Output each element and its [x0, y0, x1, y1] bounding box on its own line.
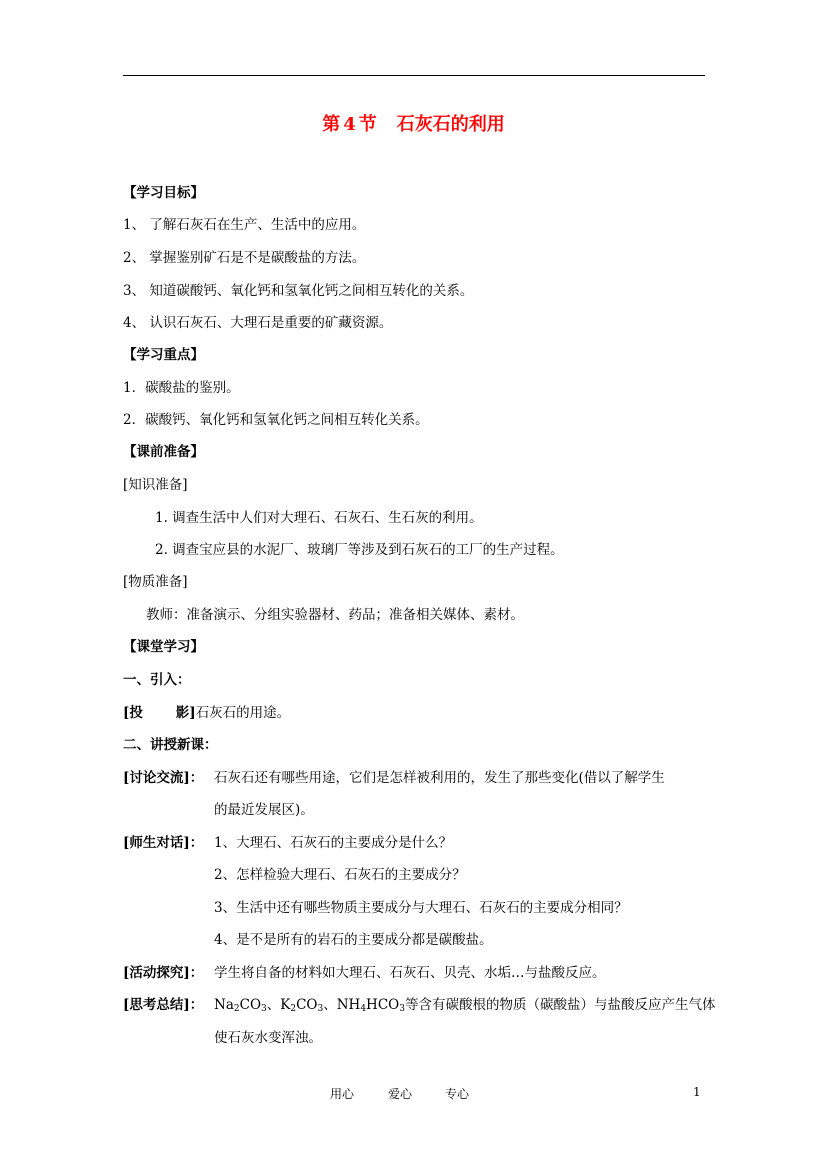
new-lesson-heading: 二、讲授新课： [123, 737, 218, 753]
projection-line [123, 704, 290, 722]
heading-focus: 【学习重点】 [123, 347, 204, 363]
dialog-item-1: 1、大理石、石灰石的主要成分是什么？ [214, 835, 453, 851]
dialog-item-3: 3、生活中还有哪些物质主要成分与大理石、石灰石的主要成分相同？ [214, 900, 628, 916]
dialog-item-2: 2、怎样检验大理石、石灰石的主要成分？ [214, 867, 466, 883]
title-prefix: 第 [322, 114, 341, 135]
goal-item-1: 1、 了解石灰石在生产、生活中的应用。 [123, 217, 366, 233]
knowledge-prep-label: [知识准备] [123, 477, 188, 493]
title-number: 4 [343, 114, 356, 135]
summary-line-1 [214, 996, 715, 1018]
page-number: 1 [693, 1085, 701, 1099]
projection-text: 石灰石的用途。 [195, 705, 291, 721]
summary-line-2: 使石灰水变浑浊。 [214, 1030, 322, 1046]
formula-nh4hco3: $NH_4HCO_3$ [336, 997, 405, 1014]
focus-item-2: 2．碳酸钙、氧化钙和氢氧化钙之间相互转化关系。 [123, 412, 429, 428]
goal-item-2: 2、 掌握鉴别矿石是不是碳酸盐的方法。 [123, 250, 366, 266]
discuss-line-1: 石灰石还有哪些用途，它们是怎样被利用的，发生了那些变化(借以了解学生 [214, 770, 665, 786]
separator: 、 [323, 997, 337, 1013]
focus-item-1: 1．碳酸盐的鉴别。 [123, 380, 240, 396]
heading-prep: 【课前准备】 [123, 444, 204, 460]
separator: 、 [266, 997, 281, 1013]
header-rule [123, 75, 705, 76]
projection-label: [投 影] [123, 705, 196, 721]
summary-label: [思考总结]： [123, 997, 204, 1013]
material-prep-label: [物质准备] [123, 574, 188, 590]
title-section: 节 [358, 114, 377, 135]
page-title [0, 110, 827, 136]
intro-heading: 一、引入： [123, 672, 191, 688]
knowledge-item-2: 2. 调查宝应县的水泥厂、玻璃厂等涉及到石灰石的工厂的生产过程。 [155, 542, 564, 558]
explore-label: [活动探究]： [123, 965, 204, 981]
goal-item-3: 3、 知道碳酸钙、氧化钙和氢氧化钙之间相互转化的关系。 [123, 283, 474, 299]
formula-k2co3: $K_2CO_3$ [280, 997, 324, 1014]
footer-word-3: 专心 [445, 1087, 470, 1101]
dialog-label: [师生对话]： [123, 835, 204, 851]
goal-item-4: 4、 认识石灰石、大理石是重要的矿藏资源。 [123, 315, 393, 331]
title-topic: 石灰石的利用 [396, 114, 505, 135]
discuss-label: [讨论交流]： [123, 770, 204, 786]
heading-class: 【课堂学习】 [123, 639, 204, 655]
explore-text: 学生将自备的材料如大理石、石灰石、贝壳、水垢…与盐酸反应。 [214, 965, 606, 981]
dialog-item-4: 4、是不是所有的岩石的主要成分都是碳酸盐。 [214, 932, 493, 948]
discuss-line-2: 的最近发展区)。 [214, 802, 314, 818]
footer-word-1: 用心 [330, 1087, 355, 1101]
footer-word-2: 爱心 [388, 1087, 413, 1101]
material-prep-text: 教师：准备演示、分组实验器材、药品；准备相关媒体、素材。 [146, 607, 524, 623]
summary-rest: 等含有碳酸根的物质（碳酸盐）与盐酸反应产生气体 [404, 997, 716, 1013]
formula-na2co3: $Na_2CO_3$ [214, 997, 267, 1014]
knowledge-item-1: 1. 调查生活中人们对大理石、石灰石、生石灰的利用。 [155, 510, 483, 526]
heading-goals: 【学习目标】 [123, 185, 204, 201]
